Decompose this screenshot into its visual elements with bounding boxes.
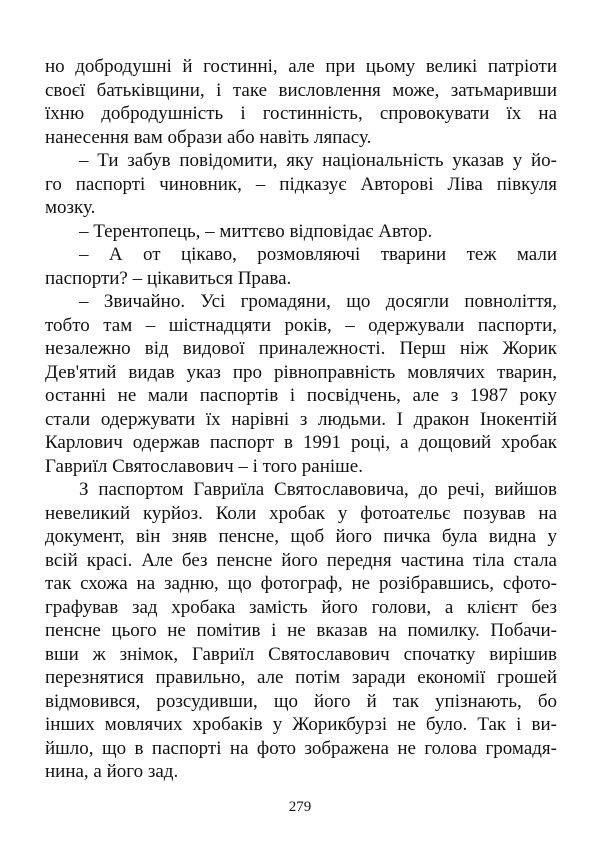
text-line: документ, він зняв пенсне, щоб його пичка була видна у bbox=[45, 526, 557, 547]
text-line: їхню добродушність і гостинність, спровокувати їх на bbox=[45, 103, 557, 124]
text-line: графував зад хробака замість його голови, а клієнт без bbox=[45, 596, 557, 618]
text-line: го паспорті чиновник, – підказує Авторові Ліва півкуля bbox=[45, 173, 557, 195]
text-line: – Терентопець, – миттєво відповідає Автор. bbox=[79, 220, 433, 242]
text-line: – А от цікаво, розмовляючі тварини теж мали bbox=[79, 244, 557, 265]
text-line: інших мовлячих хробаків у Жорикбурзі не було. Так і ви- bbox=[45, 714, 557, 735]
text-line: тобто там – шістнадцяти років, – одержували паспорти, bbox=[45, 314, 557, 336]
text-line: паспорти? – цікавиться Права. bbox=[45, 267, 292, 289]
text-line: своєї батьківщини, і таке висловлення може, затьмаривши bbox=[45, 79, 557, 101]
text-line: нанесення вам образи або навіть ляпасу. bbox=[45, 126, 372, 148]
text-line: перезнятися правильно, але потім заради економії грошей bbox=[45, 667, 557, 688]
text-line: відмовився, розсудивши, що його й так упізнають, бо bbox=[45, 690, 557, 712]
text-line: – Звичайно. Усі громадяни, що досягли повноліття, bbox=[79, 291, 557, 312]
text-line: Дев'ятий видав указ про рівноправність мовлячих тварин, bbox=[45, 361, 557, 383]
text-line: стали одержувати їх нарівні з людьми. І дракон Інокентій bbox=[45, 408, 557, 430]
text-line: нина, а його зад. bbox=[45, 761, 179, 782]
body-text bbox=[45, 55, 557, 784]
text-line: мозку. bbox=[45, 197, 96, 218]
text-line: йшло, що в паспорті на фото зображена не голова громадя- bbox=[45, 737, 557, 759]
text-line: – Ти забув повідомити, яку національність указав у йо- bbox=[79, 150, 557, 171]
page-number: 279 bbox=[288, 799, 312, 815]
text-line: вши ж знімок, Гавриїл Святославович спочатку вирішив bbox=[45, 643, 557, 665]
text-line: невеликий курйоз. Коли хробак у фотоательє позував на bbox=[45, 502, 557, 524]
text-line: но добродушні й гостинні, але при цьому великі патріоти bbox=[45, 56, 557, 77]
text-line: Гавриїл Святославович – і того раніше. bbox=[45, 455, 363, 477]
text-line: Карлович одержав паспорт в 1991 році, а дощовий хробак bbox=[45, 432, 557, 453]
text-line: останні не мали паспортів і посвідчень, але з 1987 року bbox=[45, 385, 557, 406]
text-line: пенсне цього не помітив і не вказав на помилку. Побачи- bbox=[45, 620, 557, 641]
text-line: З паспортом Гавриїла Святославовича, до речі, вийшов bbox=[79, 479, 557, 500]
text-line: так схожа на задню, що фотограф, не розібравшись, сфото- bbox=[45, 573, 557, 594]
text-line: всій красі. Але без пенсне його передня частина тіла стала bbox=[45, 549, 557, 571]
text-line: незалежно від видової приналежності. Перш ніж Жорик bbox=[45, 338, 557, 359]
